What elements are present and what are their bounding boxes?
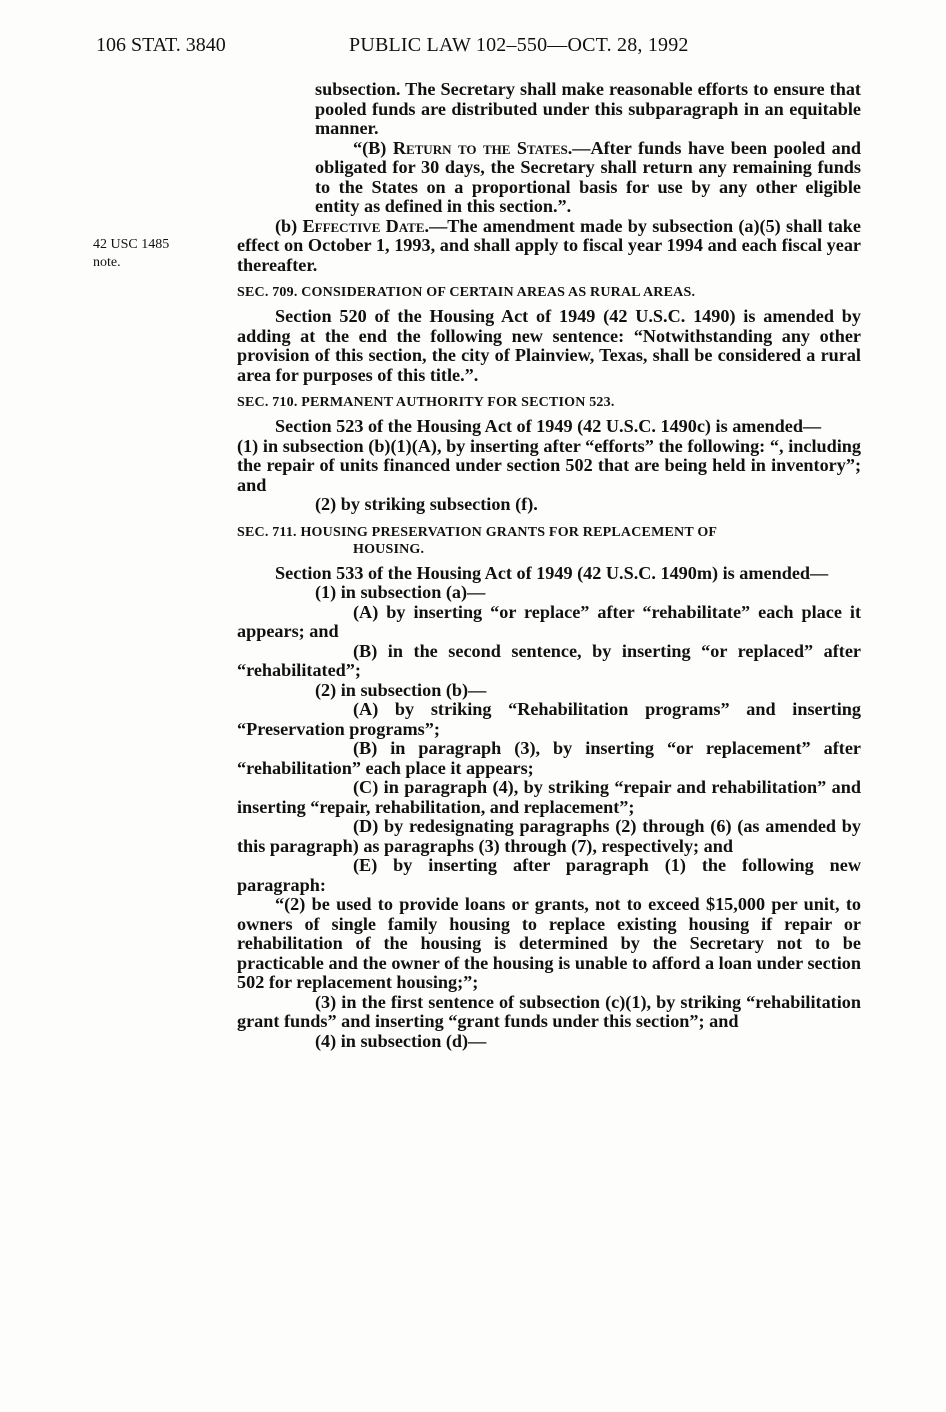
paragraph-text: —The amendment made by subsection (a)(5) shall take effect on October 1, 1993, and shall apply to fiscal year 1994 and each fiscal year thereafter. <box>237 215 861 275</box>
stat-page-number: 106 STAT. 3840 <box>96 34 226 56</box>
section-710-text: Section 523 of the Housing Act of 1949 (42 U.S.C. 1490c) is amended— <box>275 416 822 436</box>
section-710-item-2: (2) by striking subsection (f). <box>315 494 538 514</box>
section-711-heading-line1: SEC. 711. HOUSING PRESERVATION GRANTS FOR REPLACEMENT OF <box>237 524 718 540</box>
section-709-text: Section 520 of the Housing Act of 1949 (42 U.S.C. 1490) is amended by adding at the end the following new sentence: “Notwithstanding any other provision of this section, the city of Plainview, Texas, shall be considered a rural area for purposes of this title.”. <box>237 306 861 385</box>
amendment-item-2c: (C) in paragraph (4), by striking “repair and rehabilitation” and inserting “repair, rehabilitation, and replacement”; <box>237 777 861 817</box>
margin-note-label: note. <box>93 255 121 270</box>
paragraph-subsection-end: subsection. The Secretary shall make reasonable efforts to ensure that pooled funds are distributed under this subparagraph in an equitable manner. <box>315 79 861 138</box>
section-709-heading: SEC. 709. CONSIDERATION OF CERTAIN AREAS AS RURAL AREAS. <box>237 285 696 300</box>
quoted-new-paragraph: “(2) be used to provide loans or grants, not to exceed $15,000 per unit, to owners of single family housing to replace existing housing if repair or rehabilitation of the housing is determined by the Secretary not to be practicable and the owner of the housing is unable to afford a loan under section 502 for replacement housing;”; <box>237 894 861 992</box>
amendment-item-2a: (A) by striking “Rehabilitation programs” and inserting “Preservation programs”; <box>237 699 861 739</box>
amendment-item-2b: (B) in paragraph (3), by inserting “or replacement” after “rehabilitation” each place it appears; <box>237 738 861 778</box>
paragraph-text: —After funds have been pooled and obligated for 30 days, the Secretary shall return any remaining funds to the States on a proportional basis for use by any other eligible entity as defined in this section.”. <box>315 137 861 216</box>
paragraph-lead: “(B) <box>353 137 393 158</box>
paragraph-effective-date <box>237 217 861 276</box>
section-711-heading-line2: HOUSING. <box>353 541 425 557</box>
public-law-citation: PUBLIC LAW 102–550—OCT. 28, 1992 <box>349 34 689 56</box>
amendment-item-2: (2) in subsection (b)— <box>315 679 487 700</box>
document-body <box>237 80 861 1051</box>
section-711-text: Section 533 of the Housing Act of 1949 (42 U.S.C. 1490m) is amended— <box>275 562 829 583</box>
paragraph-return-to-states <box>237 139 861 217</box>
amendment-item-2d: (D) by redesignating paragraphs (2) through (6) (as amended by this paragraph) as paragraphs (3) through (7), respectively; and <box>237 816 861 856</box>
amendment-item-1a: (A) by inserting “or replace” after “rehabilitate” each place it appears; and <box>237 601 861 641</box>
paragraph-heading: Return to the States. <box>392 137 573 158</box>
amendment-item-2e: (E) by inserting after paragraph (1) the following new paragraph: <box>237 855 861 895</box>
section-710-item-1: (1) in subsection (b)(1)(A), by inserting after “efforts” the following: “, including the repair of units financed under section 502 that are being held in inventory”; and <box>237 435 861 495</box>
paragraph-heading: Effective Date. <box>302 215 430 236</box>
amendment-item-1: (1) in subsection (a)— <box>315 582 486 602</box>
amendment-item-4: (4) in subsection (d)— <box>315 1030 487 1051</box>
page-header <box>96 34 856 62</box>
paragraph-lead: (b) <box>275 215 303 236</box>
amendment-item-1b: (B) in the second sentence, by inserting “or replaced” after “rehabilitated”; <box>237 640 861 680</box>
amendment-item-3: (3) in the first sentence of subsection (c)(1), by striking “rehabilitation grant funds” and inserting “grant funds under this section”; and <box>237 991 861 1031</box>
section-711-heading <box>237 524 861 558</box>
margin-note <box>93 236 169 272</box>
section-710-heading: SEC. 710. PERMANENT AUTHORITY FOR SECTION 523. <box>237 395 615 410</box>
margin-note-usc: 42 USC 1485 <box>93 237 170 252</box>
